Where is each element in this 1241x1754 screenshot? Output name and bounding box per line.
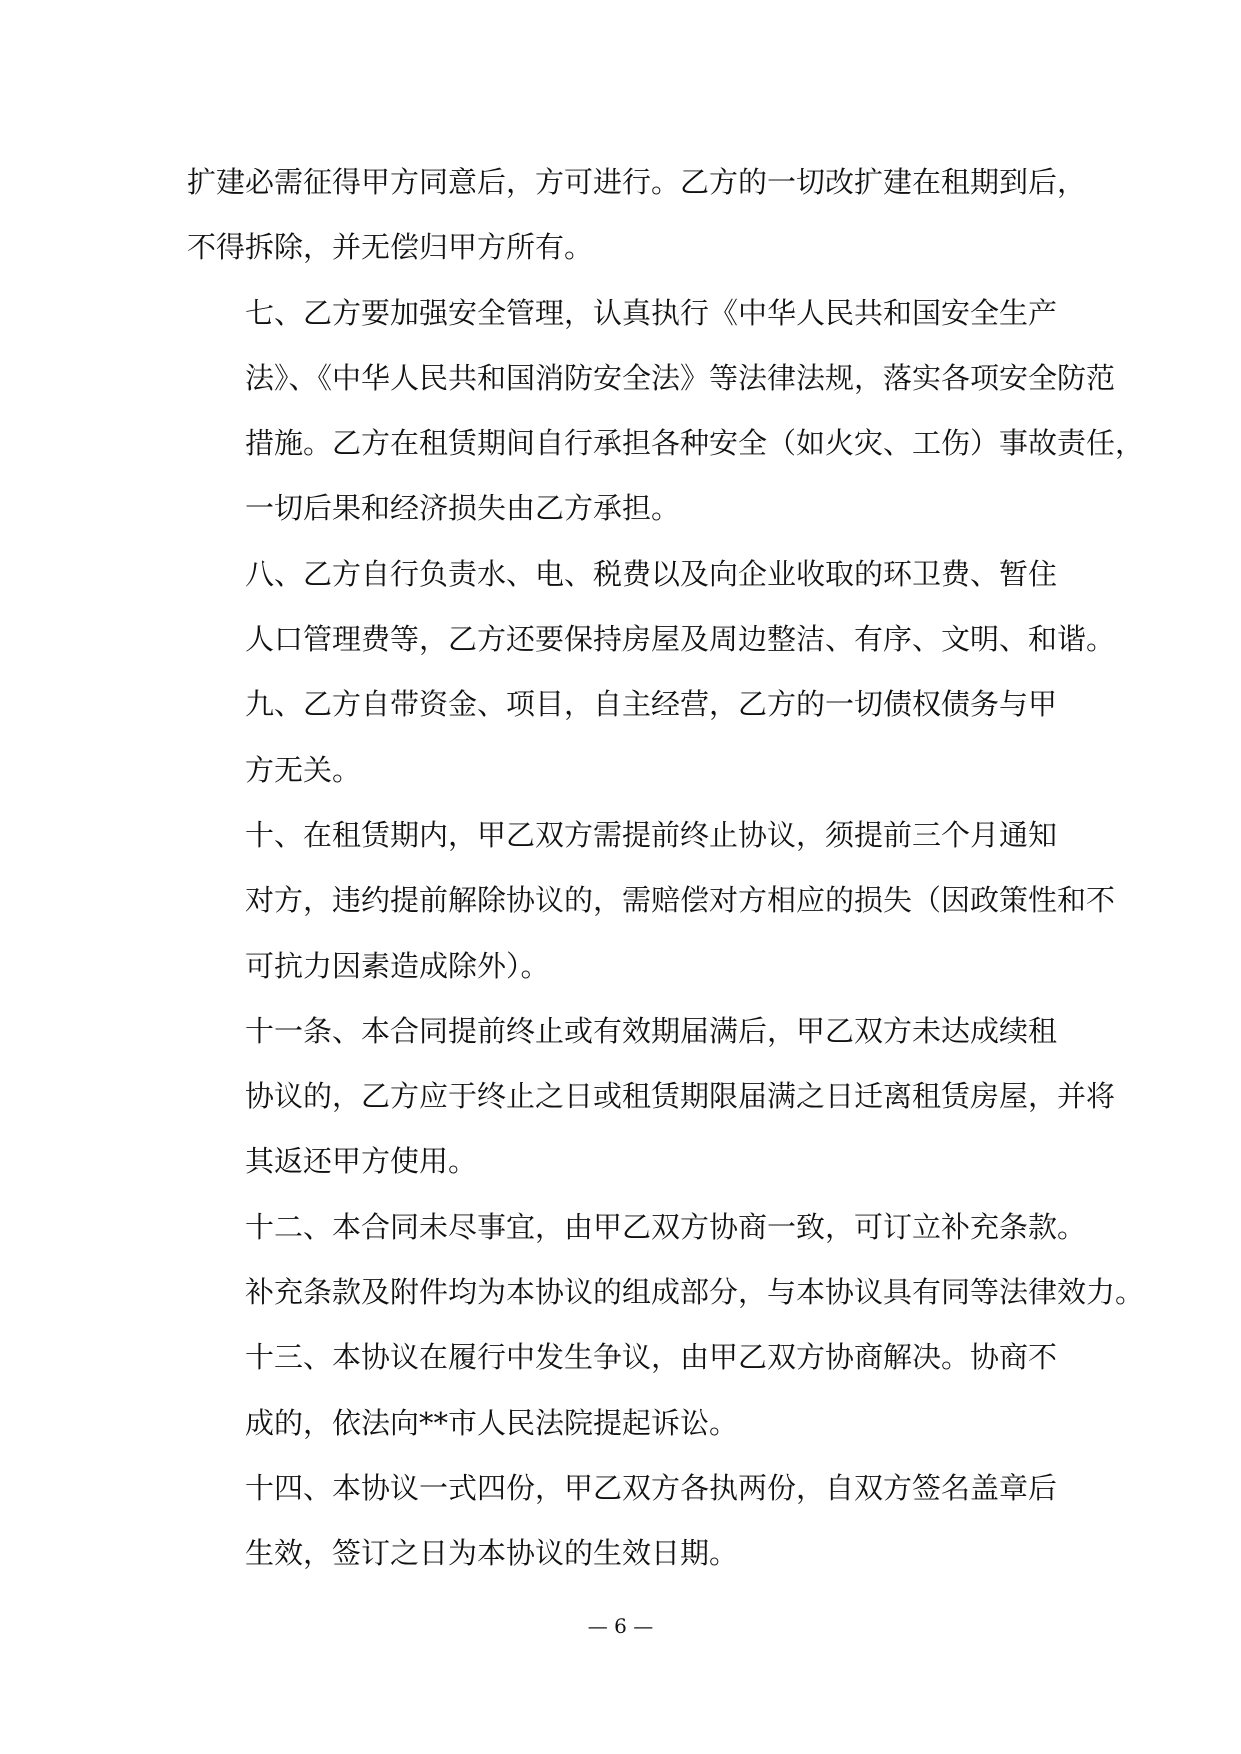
- paragraph-line: 十三、本协议在履行中发生争议，由甲乙双方协商解决。协商不: [245, 1340, 1058, 1375]
- paragraph-line: 一切后果和经济损失由乙方承担。: [245, 491, 681, 526]
- paragraph: [187, 999, 1116, 1195]
- paragraph-line: 对方，违约提前解除协议的，需赔偿对方相应的损失（因政策性和不: [245, 883, 1116, 918]
- paragraph-line: 补充条款及附件均为本协议的组成部分，与本协议具有同等法律效力。: [245, 1275, 1145, 1310]
- paragraph-line: 七、乙方要加强安全管理，认真执行《中华人民共和国安全生产: [245, 295, 1058, 330]
- paragraph-line: 生效，签订之日为本协议的生效日期。: [245, 1536, 739, 1571]
- paragraph-line: 措施。乙方在租赁期间自行承担各种安全（如火灾、工伤）事故责任，: [245, 426, 1145, 461]
- paragraph-line: 不得拆除，并无偿归甲方所有。: [187, 230, 594, 265]
- paragraph-line: 人口管理费等，乙方还要保持房屋及周边整洁、有序、文明、和谐。: [245, 622, 1116, 657]
- paragraph-line: 成的，依法向**市人民法院提起诉讼。: [245, 1405, 739, 1440]
- paragraph-line: 九、乙方自带资金、项目，自主经营，乙方的一切债权债务与甲: [245, 687, 1058, 722]
- document-body: [187, 150, 1145, 1587]
- paragraph: [187, 542, 1116, 673]
- paragraph: [187, 803, 1116, 999]
- paragraph: [187, 1195, 1145, 1326]
- paragraph-line: 法》、《中华人民共和国消防安全法》等法律法规，落实各项安全防范: [245, 360, 1116, 395]
- paragraph-line: 方无关。: [245, 752, 362, 787]
- paragraph: [187, 1325, 1057, 1456]
- paragraph: [187, 281, 1145, 542]
- paragraph-line: 十、在租赁期内，甲乙双方需提前终止协议，须提前三个月通知: [245, 817, 1058, 852]
- paragraph-line: 协议的，乙方应于终止之日或租赁期限届满之日迁离租赁房屋，并将: [245, 1079, 1116, 1114]
- paragraph: [187, 672, 1057, 803]
- paragraph-line: 十四、本协议一式四份，甲乙双方各执两份，自双方签名盖章后: [245, 1470, 1058, 1505]
- paragraph-line: 可抗力因素造成除外）。: [245, 948, 550, 983]
- paragraph: [187, 150, 1087, 281]
- paragraph-line: 八、乙方自行负责水、电、税费以及向企业收取的环卫费、暂住: [245, 556, 1058, 591]
- paragraph-line: 十二、本合同未尽事宜，由甲乙双方协商一致，可订立补充条款。: [245, 1209, 1087, 1244]
- paragraph-line: 扩建必需征得甲方同意后，方可进行。乙方的一切改扩建在租期到后，: [187, 165, 1087, 199]
- page-number: — 6 —: [587, 1614, 654, 1638]
- paragraph: [187, 1456, 1057, 1587]
- paragraph-line: 十一条、本合同提前终止或有效期届满后，甲乙双方未达成续租: [245, 1013, 1058, 1048]
- paragraph-line: 其返还甲方使用。: [245, 1144, 478, 1179]
